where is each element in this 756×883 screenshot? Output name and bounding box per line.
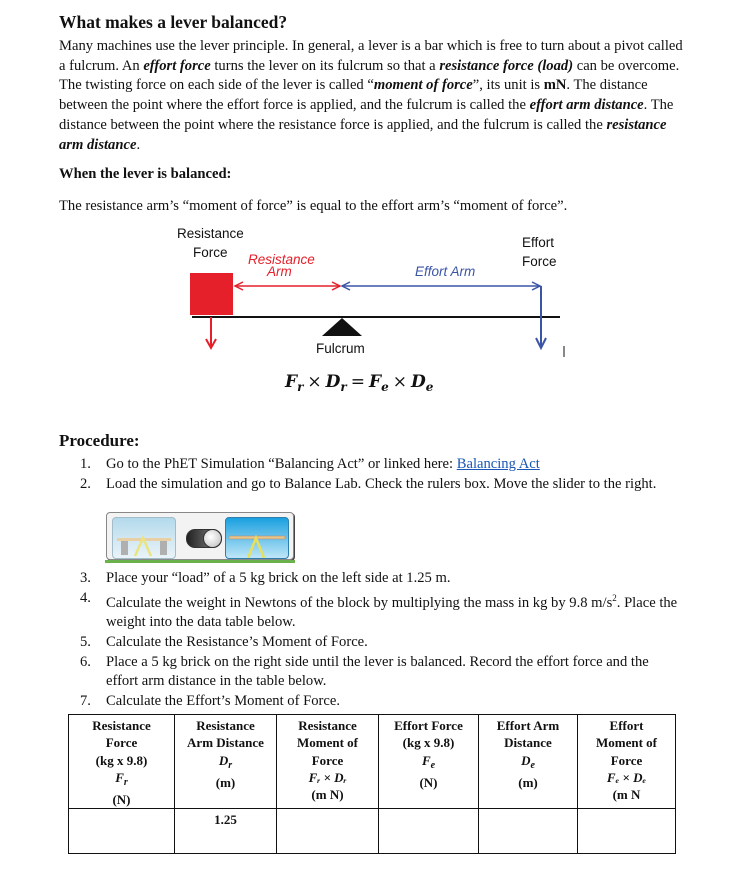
- table-row: [69, 809, 676, 854]
- procedure-list-top: [80, 455, 680, 494]
- procedure-step-3: 3. Place your “load” of a 5 kg brick on the left side at 1.25 m.: [80, 570, 451, 586]
- balanced-heading: When the lever is balanced:: [59, 166, 232, 182]
- cell-effort-moment[interactable]: [578, 809, 676, 854]
- data-table: [68, 714, 676, 854]
- resistance-force-label-2: Force: [193, 245, 228, 260]
- procedure-step-2: 2. Load the simulation and go to Balance Lab. Check the rulers box. Move the slider to the right.: [80, 475, 657, 492]
- table-header-row: [69, 715, 676, 809]
- simulation-slider-image: [106, 512, 294, 560]
- slider-toggle-icon: [186, 529, 222, 548]
- header-effort-moment: Effort Moment of Force Fₑ × Dₑ (m N: [578, 715, 676, 809]
- lever-diagram: [160, 222, 600, 372]
- resistance-force-label-1: Resistance: [177, 226, 244, 241]
- effort-force-label-1: Effort: [522, 235, 555, 250]
- cell-resistance-force[interactable]: [69, 809, 175, 854]
- fulcrum-triangle: [322, 318, 362, 336]
- header-effort-arm-distance: Effort Arm Distance $D_e$ (m): [479, 715, 578, 809]
- procedure-step-7: 7. Calculate the Effort’s Moment of Force.: [80, 693, 340, 710]
- procedure-step-6: 6. Place a 5 kg brick on the right side until the lever is balanced. Record the effort force and the effort arm distance in the table below.: [80, 653, 649, 690]
- effort-arm-label: Effort Arm: [415, 264, 476, 279]
- procedure-step-4: 4. Calculate the weight in Newtons of the block by multiplying the mass in kg by 9.8 $m/s^2$. Place the weight into the data table below.: [80, 589, 678, 631]
- header-resistance-force: Resistance Force (kg x 9.8) $F_r$ (N): [69, 715, 175, 809]
- header-effort-force: Effort Force (kg x 9.8) $F_e$ (N): [379, 715, 479, 809]
- cell-resistance-arm-distance[interactable]: 1.25: [175, 809, 277, 854]
- procedure-step-1: 1. Go to the PhET Simulation “Balancing Act” or linked here: Balancing Act: [80, 456, 540, 472]
- effort-force-label-2: Force: [522, 254, 557, 269]
- cell-effort-force[interactable]: [379, 809, 479, 854]
- scene-balanced-icon: [225, 517, 289, 559]
- header-resistance-moment: Resistance Moment of Force Fᵣ × Dᵣ (m N): [277, 715, 379, 809]
- resistance-arm-label-1: Resistance: [248, 252, 315, 267]
- balance-formula: $F_r \times D_r = F_e \times D_e$: [285, 372, 434, 394]
- procedure-heading: Procedure:: [59, 431, 140, 450]
- procedure-step-5: 5. Calculate the Resistance’s Moment of Force.: [80, 633, 368, 650]
- balanced-statement: The resistance arm’s “moment of force” is equal to the effort arm’s “moment of force”.: [59, 198, 568, 214]
- resistance-block: [190, 273, 233, 315]
- cell-effort-arm-distance[interactable]: [479, 809, 578, 854]
- resistance-arm-label-2: Arm: [267, 264, 292, 279]
- page-title: What makes a lever balanced?: [59, 12, 288, 32]
- intro-paragraph: Many machines use the lever principle. In general, a lever is a bar which is free to turn about a pivot called a fulcrum. An effort force turns the lever on its fulcrum so that a resistance force (load) can be overcome. The twisting force on each side of the lever is called “moment of force”, its unit is mN. The distance between the point where the effort force is applied, and the fulcrum is called the effort arm distance. The distance between the point where the resistance force is applied, and the fulcrum is called the resistance arm distance.: [59, 38, 683, 153]
- scene-supported-icon: [112, 517, 176, 559]
- header-resistance-arm-distance: Resistance Arm Distance $D_r$ (m): [175, 715, 277, 809]
- fulcrum-label: Fulcrum: [316, 341, 365, 356]
- balancing-act-link[interactable]: Balancing Act: [456, 456, 540, 472]
- cell-resistance-moment[interactable]: [277, 809, 379, 854]
- procedure-list-bottom: [80, 569, 680, 712]
